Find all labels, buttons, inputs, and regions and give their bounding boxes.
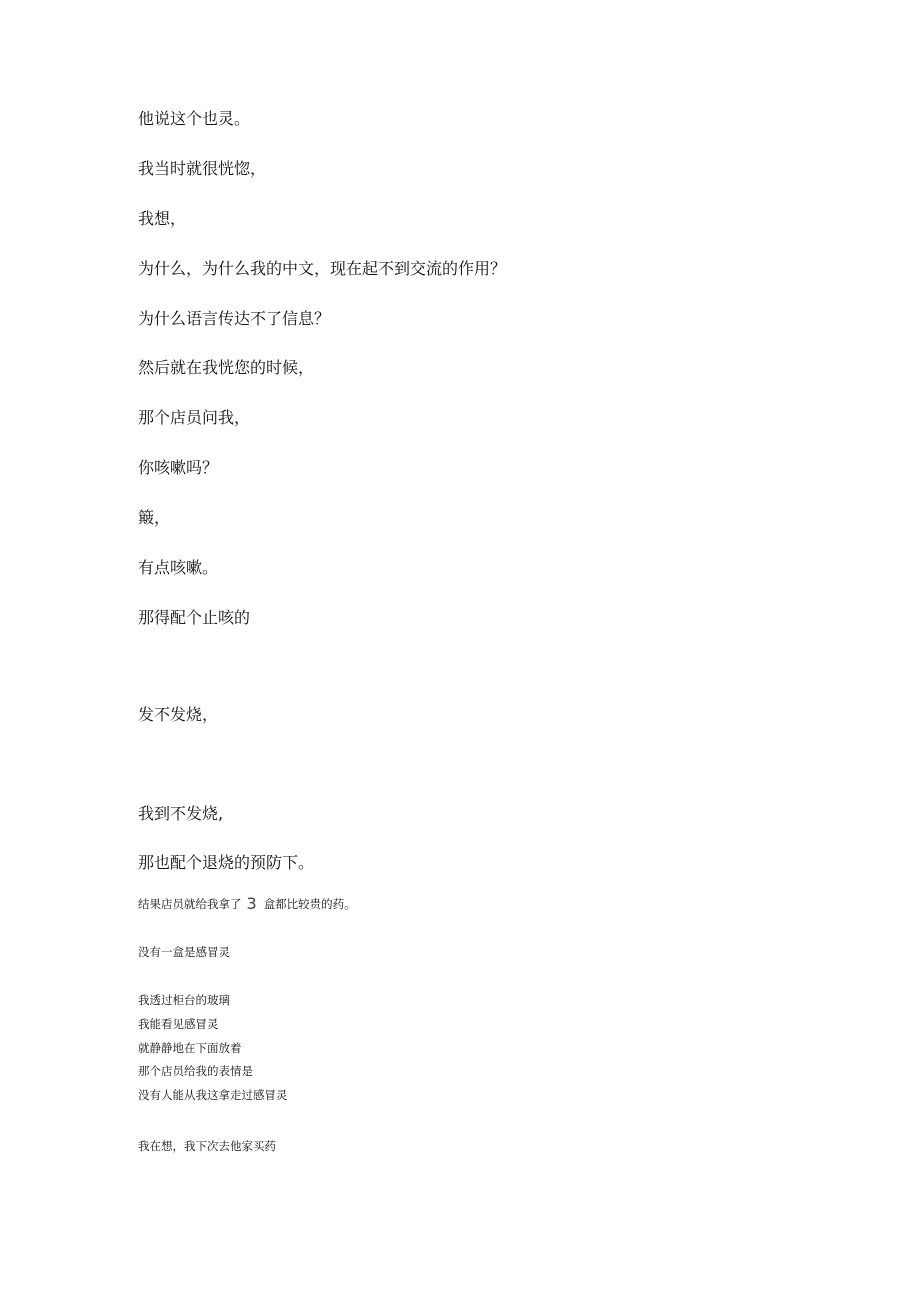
result-line-after: 盒都比较贵的药。 — [263, 897, 356, 911]
paragraph-line: 他说这个也灵。 — [138, 109, 251, 128]
paragraph-line: 就静静地在下面放着 — [138, 1041, 242, 1055]
paragraph-line: 那个店员给我的表情是 — [138, 1064, 253, 1078]
paragraph-line: 发不发烧， — [138, 705, 219, 724]
paragraph-line: 我能看见感冒灵 — [138, 1017, 219, 1031]
paragraph-line: 簸， — [138, 508, 171, 527]
paragraph-line: 为什么，为什么我的中文，现在起不到交流的作用？ — [138, 259, 507, 278]
paragraph-line: 我想， — [138, 209, 187, 228]
paragraph-line: 我到不发烧, — [138, 804, 224, 823]
result-line-before: 结果店员就给我拿了 — [138, 897, 242, 911]
paragraph-line: 我透过柜台的玻璃 — [138, 993, 230, 1007]
result-line-number: 3 — [246, 894, 257, 913]
result-line — [138, 896, 356, 912]
paragraph-line: 没有一盒是感冒灵 — [138, 945, 230, 959]
paragraph-line: 没有人能从我这拿走过感冒灵 — [138, 1088, 288, 1102]
paragraph-line: 那个店员问我， — [138, 408, 251, 427]
paragraph-line: 我当时就很恍惚， — [138, 159, 267, 178]
paragraph-line: 你咳嗽吗？ — [138, 458, 219, 477]
paragraph-line: 那也配个退烧的预防下。 — [138, 853, 315, 872]
paragraph-line: 然后就在我恍您的时候， — [138, 358, 315, 377]
paragraph-line: 我在想，我下次去他家买药 — [138, 1139, 276, 1153]
paragraph-line: 为什么语言传达不了信息？ — [138, 309, 331, 328]
paragraph-line: 有点咳嗽。 — [138, 558, 219, 577]
paragraph-line: 那得配个止咳的 — [138, 608, 251, 627]
